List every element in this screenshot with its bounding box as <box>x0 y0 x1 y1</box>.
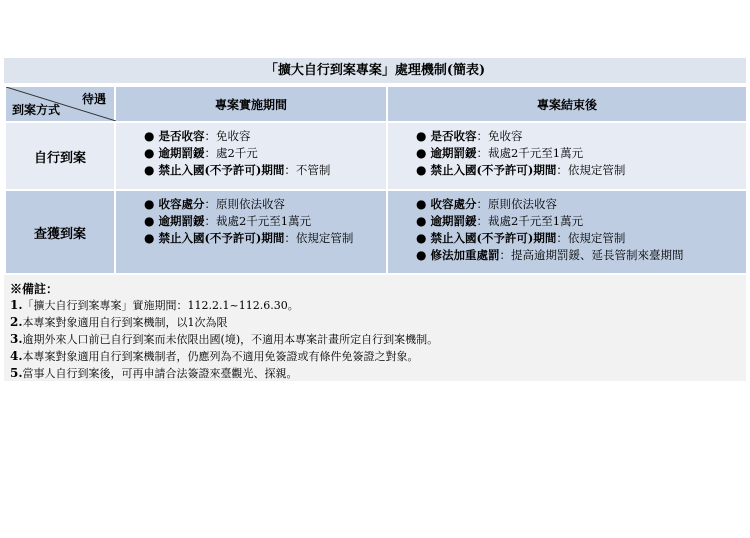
column-header-after: 專案結束後 <box>387 86 747 122</box>
item-value: 處2千元 <box>215 146 258 160</box>
item-separator: ： <box>476 146 488 160</box>
bullet-icon: ● <box>144 197 155 211</box>
note-number: 2. <box>10 315 23 329</box>
cell-after <box>387 122 747 190</box>
note-text: 逾期外來人口前已自行到案而未依限出國(境)，不適用本專案計畫所定自行到案機制。 <box>22 333 439 346</box>
page-title: 「擴大自行到案專案」處理機制(簡表) <box>4 58 746 85</box>
item-separator: ： <box>204 197 216 211</box>
item-separator: ： <box>476 214 488 228</box>
item-value: 不管制 <box>295 163 331 177</box>
item-separator: ： <box>284 163 296 177</box>
bullet-list <box>116 123 386 179</box>
bullet-icon: ● <box>144 214 155 228</box>
mechanism-table <box>4 85 748 275</box>
note-text: 「擴大自行到案專案」實施期間：112.2.1~112.6.30。 <box>22 299 299 312</box>
cell-during <box>115 190 387 274</box>
cell-after <box>387 190 747 274</box>
item-value: 提高逾期罰鍰、延長管制來臺期間 <box>510 248 684 262</box>
note-text: 本專案對象適用自行到案機制，以1次為限 <box>22 316 228 329</box>
note-text: 當事人自行到案後，可再申請合法簽證來臺觀光、探親。 <box>22 367 298 380</box>
item-key: 禁止入國(不予許可)期間 <box>158 163 285 177</box>
item-key: 逾期罰鍰 <box>158 214 205 228</box>
list-item <box>144 230 386 247</box>
note-line <box>10 331 746 348</box>
table-row <box>5 122 747 190</box>
list-item <box>144 145 386 162</box>
bullet-icon: ● <box>144 129 155 143</box>
list-item <box>144 196 386 213</box>
note-number: 5. <box>10 366 23 380</box>
bullet-icon: ● <box>144 231 155 245</box>
item-key: 禁止入國(不予許可)期間 <box>430 163 557 177</box>
bullet-icon: ● <box>144 146 155 160</box>
list-item <box>144 162 386 179</box>
note-number: 3. <box>10 332 23 346</box>
item-key: 收容處分 <box>158 197 205 211</box>
item-value: 裁處2千元至1萬元 <box>215 214 312 228</box>
column-header-during: 專案實施期間 <box>115 86 387 122</box>
bullet-icon: ● <box>416 146 427 160</box>
item-value: 依規定管制 <box>567 163 626 177</box>
table-header-row <box>5 86 747 122</box>
bullet-list <box>116 191 386 247</box>
item-key: 逾期罰鍰 <box>158 146 205 160</box>
bullet-list <box>388 123 746 179</box>
bullet-icon: ● <box>416 197 427 211</box>
list-item <box>416 196 746 213</box>
corner-header-cell <box>5 86 115 122</box>
item-value: 原則依法收容 <box>215 197 285 211</box>
list-item <box>416 162 746 179</box>
item-key: 逾期罰鍰 <box>430 214 477 228</box>
bullet-icon: ● <box>416 214 427 228</box>
bullet-icon: ● <box>416 129 427 143</box>
corner-bottom-label: 到案方式 <box>12 103 61 117</box>
item-value: 免收容 <box>215 129 251 143</box>
corner-top-label: 待遇 <box>81 92 106 106</box>
item-value: 依規定管制 <box>295 231 354 245</box>
notes-section <box>4 275 746 381</box>
list-item <box>144 213 386 230</box>
note-text: 本專案對象適用自行到案機制者，仍應列為不適用免簽證或有條件免簽證之對象。 <box>22 350 419 363</box>
item-value: 原則依法收容 <box>487 197 557 211</box>
item-key: 逾期罰鍰 <box>430 146 477 160</box>
item-separator: ： <box>204 146 216 160</box>
note-line <box>10 314 746 331</box>
row-header: 自行到案 <box>5 122 115 190</box>
bullet-icon: ● <box>416 231 427 245</box>
note-number: 1. <box>10 298 23 312</box>
list-item <box>416 230 746 247</box>
note-line <box>10 365 746 382</box>
item-separator: ： <box>556 163 568 177</box>
list-item <box>416 247 746 264</box>
item-separator: ： <box>476 197 488 211</box>
item-key: 禁止入國(不予許可)期間 <box>158 231 285 245</box>
list-item <box>416 128 746 145</box>
note-line <box>10 348 746 365</box>
item-value: 依規定管制 <box>567 231 626 245</box>
list-item <box>416 213 746 230</box>
item-separator: ： <box>499 248 511 262</box>
item-key: 收容處分 <box>430 197 477 211</box>
bullet-icon: ● <box>416 248 427 262</box>
item-separator: ： <box>556 231 568 245</box>
note-number: 4. <box>10 349 23 363</box>
list-item <box>416 145 746 162</box>
mechanism-summary <box>4 58 746 381</box>
item-key: 是否收容 <box>158 129 205 143</box>
item-separator: ： <box>204 214 216 228</box>
item-value: 免收容 <box>487 129 523 143</box>
item-key: 禁止入國(不予許可)期間 <box>430 231 557 245</box>
notes-title: ※備註： <box>10 282 59 296</box>
item-value: 裁處2千元至1萬元 <box>487 146 584 160</box>
row-header: 查獲到案 <box>5 190 115 274</box>
bullet-icon: ● <box>144 163 155 177</box>
cell-during <box>115 122 387 190</box>
item-separator: ： <box>476 129 488 143</box>
item-separator: ： <box>284 231 296 245</box>
list-item <box>144 128 386 145</box>
bullet-list <box>388 191 746 264</box>
note-line <box>10 297 746 314</box>
item-value: 裁處2千元至1萬元 <box>487 214 584 228</box>
item-key: 修法加重處罰 <box>430 248 500 262</box>
bullet-icon: ● <box>416 163 427 177</box>
item-separator: ： <box>204 129 216 143</box>
item-key: 是否收容 <box>430 129 477 143</box>
table-row <box>5 190 747 274</box>
